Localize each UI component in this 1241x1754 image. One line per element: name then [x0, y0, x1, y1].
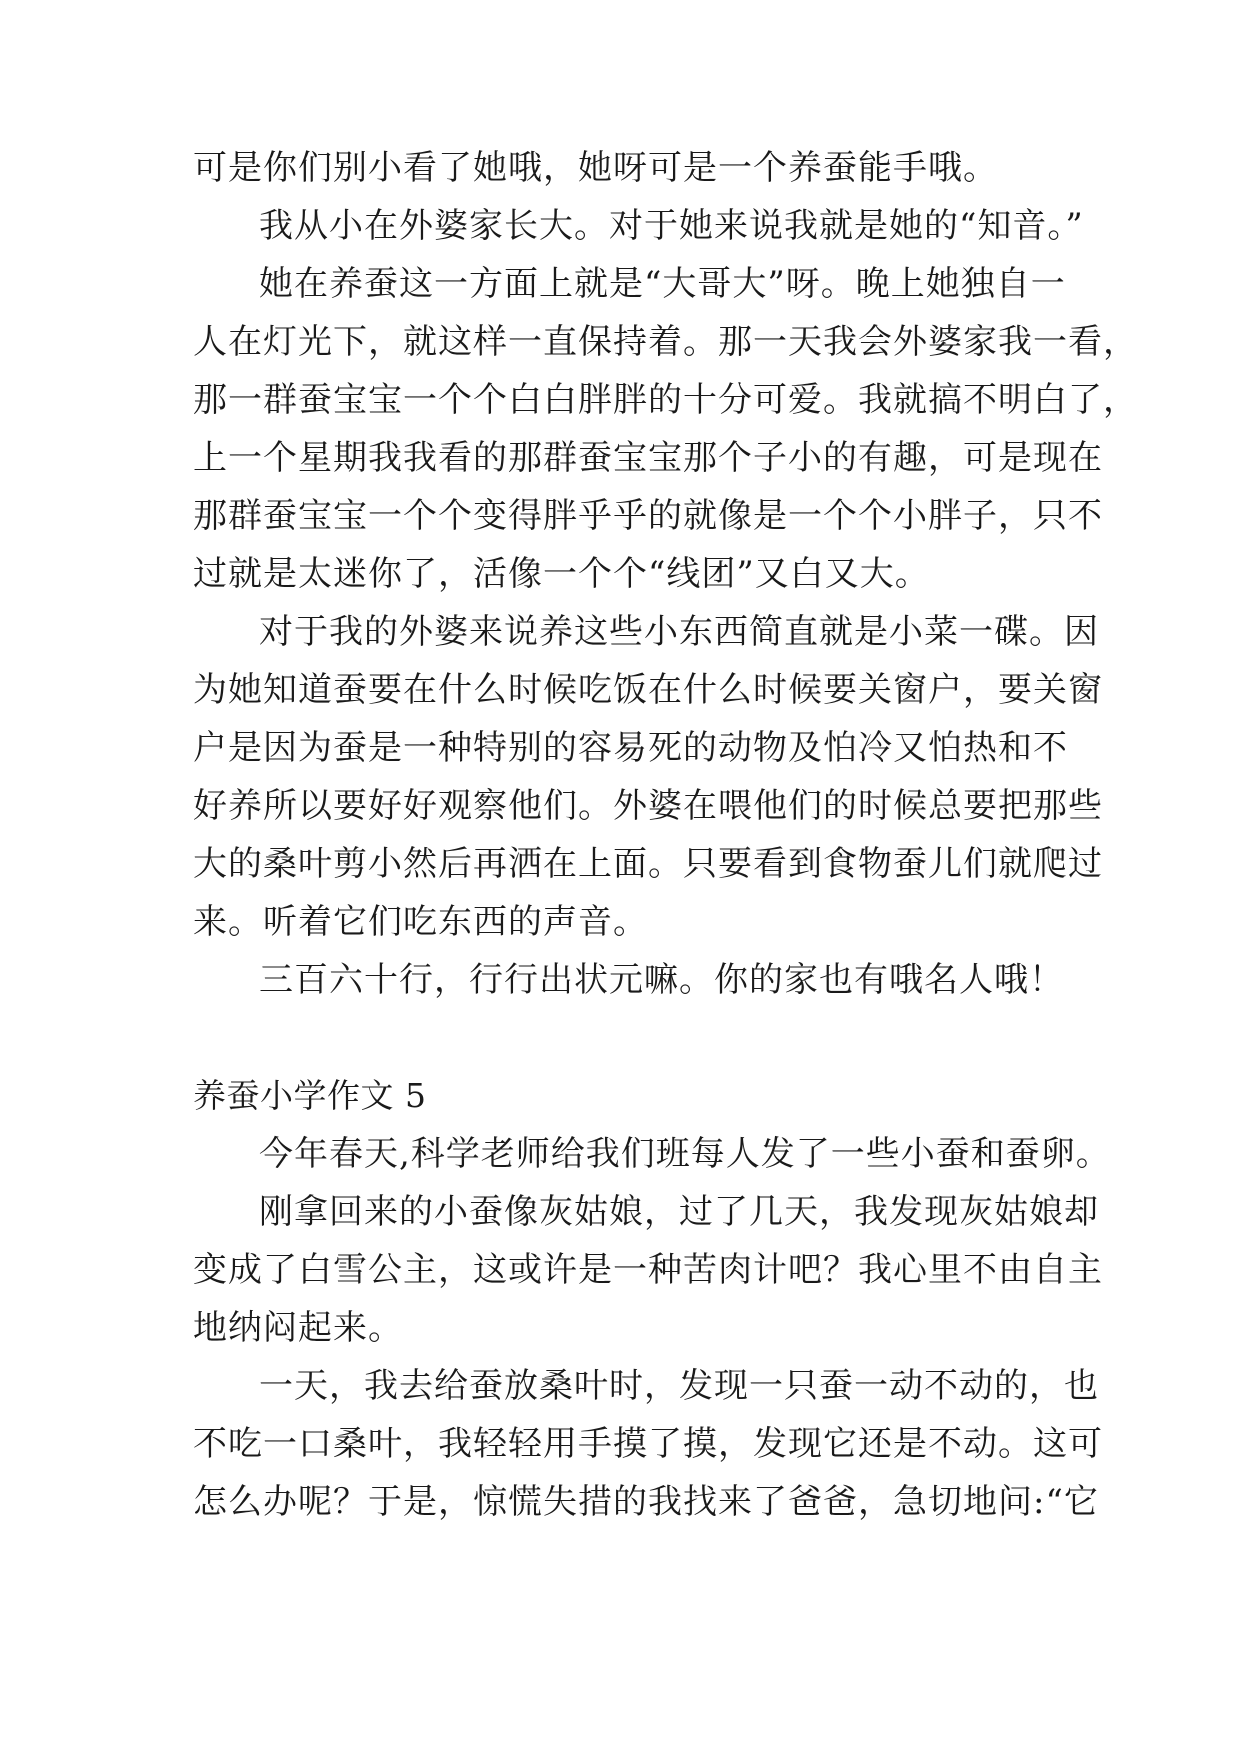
text-line: 户是因为蚕是一种特别的容易死的动物及怕冷又怕热和不: [193, 728, 1068, 768]
text-line: 那一群蚕宝宝一个个白白胖胖的十分可爱。我就搞不明白了，: [193, 380, 1138, 420]
paragraph-start: 三百六十行，行行出状元嘛。你的家也有哦名人哦！: [259, 960, 1064, 1000]
paragraph-start: 对于我的外婆来说养这些小东西简直就是小菜一碟。因: [259, 612, 1099, 652]
text-line: 大的桑叶剪小然后再洒在上面。只要看到食物蚕儿们就爬过: [193, 844, 1103, 884]
text-line: 人在灯光下，就这样一直保持着。那一天我会外婆家我一看，: [193, 322, 1138, 362]
paragraph-start: 刚拿回来的小蚕像灰姑娘，过了几天，我发现灰姑娘却: [259, 1192, 1099, 1232]
paragraph-start: 我从小在外婆家长大。对于她来说我就是她的“知音。”: [259, 206, 1084, 246]
text-line: 来。听着它们吃东西的声音。: [193, 902, 648, 942]
text-line: 上一个星期我我看的那群蚕宝宝那个子小的有趣，可是现在: [193, 438, 1103, 478]
paragraph-start: 一天，我去给蚕放桑叶时，发现一只蚕一动不动的，也: [259, 1366, 1099, 1406]
text-line: 好养所以要好好观察他们。外婆在喂他们的时候总要把那些: [193, 786, 1103, 826]
text-line: 变成了白雪公主，这或许是一种苦肉计吧？我心里不由自主: [193, 1250, 1103, 1290]
text-line: 可是你们别小看了她哦，她呀可是一个养蚕能手哦。: [193, 148, 998, 188]
paragraph-start: 今年春天,科学老师给我们班每人发了一些小蚕和蚕卵。: [259, 1134, 1111, 1174]
text-line: 地纳闷起来。: [193, 1308, 403, 1348]
text-line: 不吃一口桑叶，我轻轻用手摸了摸，发现它还是不动。这可: [193, 1424, 1103, 1464]
text-line: 过就是太迷你了，活像一个个“线团”又白又大。: [193, 554, 930, 594]
paragraph-start: 她在养蚕这一方面上就是“大哥大”呀。晚上她独自一: [259, 264, 1066, 304]
section-heading: 养蚕小学作文 5: [193, 1076, 427, 1115]
text-line: 为她知道蚕要在什么时候吃饭在什么时候要关窗户，要关窗: [193, 670, 1103, 710]
text-line: 那群蚕宝宝一个个变得胖乎乎的就像是一个个小胖子，只不: [193, 496, 1103, 536]
text-line: 怎么办呢？于是，惊慌失措的我找来了爸爸，急切地问:“它: [193, 1482, 1099, 1522]
